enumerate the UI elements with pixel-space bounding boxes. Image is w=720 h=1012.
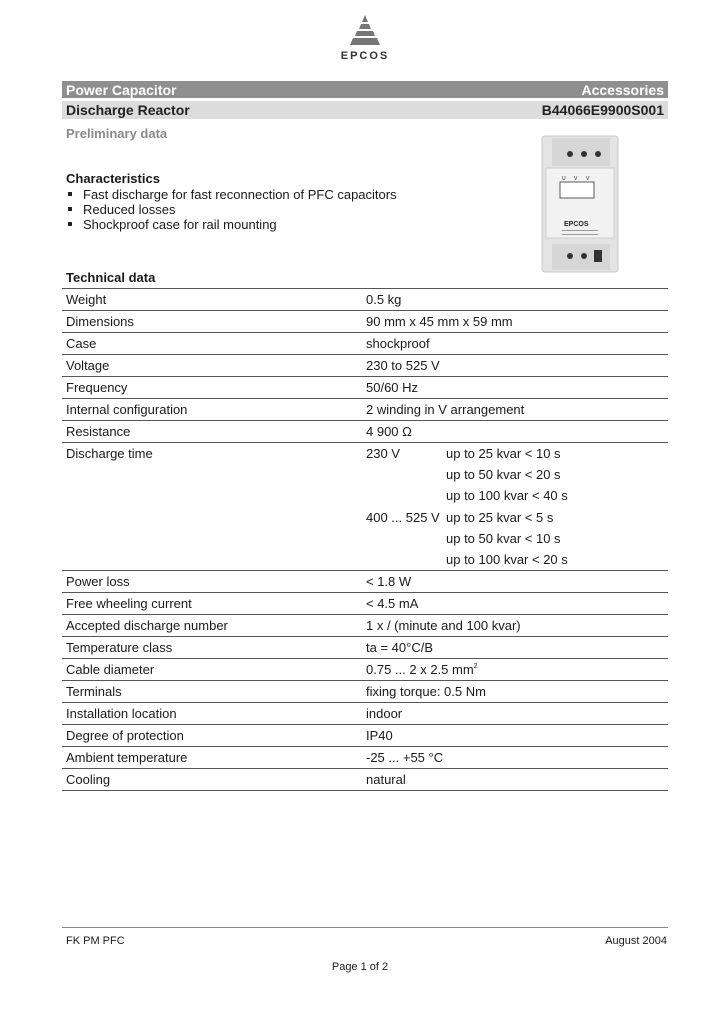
product-label-v2: V: [586, 176, 590, 182]
product-label-u: U: [562, 176, 566, 182]
category-bar: [62, 81, 668, 98]
characteristic-item: Fast discharge for fast reconnection of PFC capacitors: [66, 187, 397, 202]
row-key: Discharge time: [66, 446, 153, 461]
table-row: [62, 355, 668, 377]
row-key: Case: [66, 336, 97, 351]
discharge-voltage: 230 V: [366, 446, 400, 461]
row-key: Weight: [66, 292, 107, 307]
characteristics-list: [66, 187, 397, 232]
category-title: Power Capacitor: [66, 81, 177, 98]
table-row-discharge: [62, 443, 668, 571]
discharge-line: [366, 464, 668, 485]
table-row: [62, 681, 668, 703]
product-brand: EPCOS: [564, 221, 589, 228]
discharge-voltage: [366, 485, 446, 506]
technical-table: [62, 288, 668, 791]
table-row: [62, 769, 668, 791]
discharge-limit: up to 25 kvar < 5 s: [446, 509, 554, 525]
product-image: [540, 134, 620, 274]
row-value: 230 to 525 V: [366, 358, 440, 373]
row-value: 4 900 Ω: [366, 424, 412, 439]
row-key: Cooling: [66, 772, 111, 788]
table-row: [62, 637, 668, 659]
product-name: Discharge Reactor: [66, 102, 190, 118]
row-value: 2 winding in V arrangement: [366, 402, 525, 417]
row-key: Voltage: [66, 358, 110, 373]
status-text: Preliminary data: [66, 126, 168, 141]
table-row: [62, 311, 668, 333]
row-value: < 1.8 W: [366, 574, 412, 590]
row-value: indoor: [366, 706, 403, 722]
row-key: Resistance: [66, 424, 131, 439]
row-key: Free wheeling current: [66, 596, 192, 612]
row-key: Cable diameter: [66, 662, 155, 678]
table-row: [62, 747, 668, 769]
discharge-limit: up to 100 kvar < 40 s: [446, 488, 568, 504]
product-label-v1: V: [574, 176, 578, 182]
row-value: 50/60 Hz: [366, 380, 419, 395]
row-value: IP40: [366, 728, 393, 744]
footer-date: August 2004: [605, 935, 667, 947]
logo-text: EPCOS: [340, 50, 390, 62]
row-value: fixing torque: 0.5 Nm: [366, 684, 486, 700]
discharge-voltage: 400 ... 525 V: [366, 509, 440, 525]
row-key: Terminals: [66, 684, 122, 700]
discharge-limit: up to 100 kvar < 20 s: [446, 552, 568, 568]
characteristics-heading: Characteristics: [66, 171, 160, 186]
row-key: Dimensions: [66, 314, 134, 329]
row-key: Power loss: [66, 574, 130, 590]
row-value: -25 ... +55 °C: [366, 750, 444, 766]
technical-heading: Technical data: [66, 270, 156, 285]
discharge-limit: up to 25 kvar < 10 s: [446, 446, 561, 461]
row-value: 90 mm x 45 mm x 59 mm: [366, 314, 513, 329]
table-row: [62, 593, 668, 615]
row-key: Installation location: [66, 706, 177, 722]
row-value: 0.5 kg: [366, 292, 402, 307]
row-key: Degree of protection: [66, 728, 184, 744]
epcos-logo-icon: [345, 14, 385, 48]
epcos-logo: [330, 14, 400, 62]
discharge-line: [366, 507, 668, 528]
table-row: [62, 421, 668, 443]
row-value: natural: [366, 772, 406, 788]
row-value: ta = 40°C/B: [366, 640, 433, 656]
discharge-line: [366, 528, 668, 549]
page-number: Page 1 of 2: [331, 961, 389, 973]
row-value: 1 x / (minute and 100 kvar): [366, 618, 521, 634]
table-row: [62, 703, 668, 725]
discharge-line: [366, 549, 668, 570]
part-number: B44066E9900S001: [541, 102, 664, 118]
row-key: Accepted discharge number: [66, 618, 228, 634]
table-row: [62, 377, 668, 399]
table-row: [62, 399, 668, 421]
discharge-voltage: [366, 549, 446, 570]
row-value: 0.75 ... 2 x 2.5 $mm^2$: [366, 662, 478, 678]
row-key: Frequency: [66, 380, 128, 395]
product-bar: [62, 101, 668, 119]
footer-divider: [62, 927, 668, 928]
table-row: [62, 571, 668, 593]
row-value: shockproof: [366, 336, 430, 351]
footer-department: FK PM PFC: [66, 935, 125, 947]
discharge-line: [366, 443, 668, 464]
table-row: [62, 615, 668, 637]
discharge-values: [366, 443, 668, 570]
discharge-voltage: [366, 528, 446, 549]
discharge-line: [366, 485, 668, 506]
superscript: 2: [473, 663, 478, 671]
table-row-cable: [62, 659, 668, 681]
characteristic-item: Shockproof case for rail mounting: [66, 217, 397, 232]
row-value: < 4.5 mA: [366, 596, 419, 612]
discharge-limit: up to 50 kvar < 10 s: [446, 530, 561, 546]
row-key: Ambient temperature: [66, 750, 188, 766]
table-row: [62, 333, 668, 355]
table-row: [62, 725, 668, 747]
table-row: [62, 289, 668, 311]
row-key: Internal configuration: [66, 402, 188, 417]
discharge-limit: up to 50 kvar < 20 s: [446, 467, 561, 483]
section-title: Accessories: [581, 81, 664, 98]
characteristic-item: Reduced losses: [66, 202, 397, 217]
discharge-voltage: [366, 464, 446, 485]
row-key: Temperature class: [66, 640, 173, 656]
